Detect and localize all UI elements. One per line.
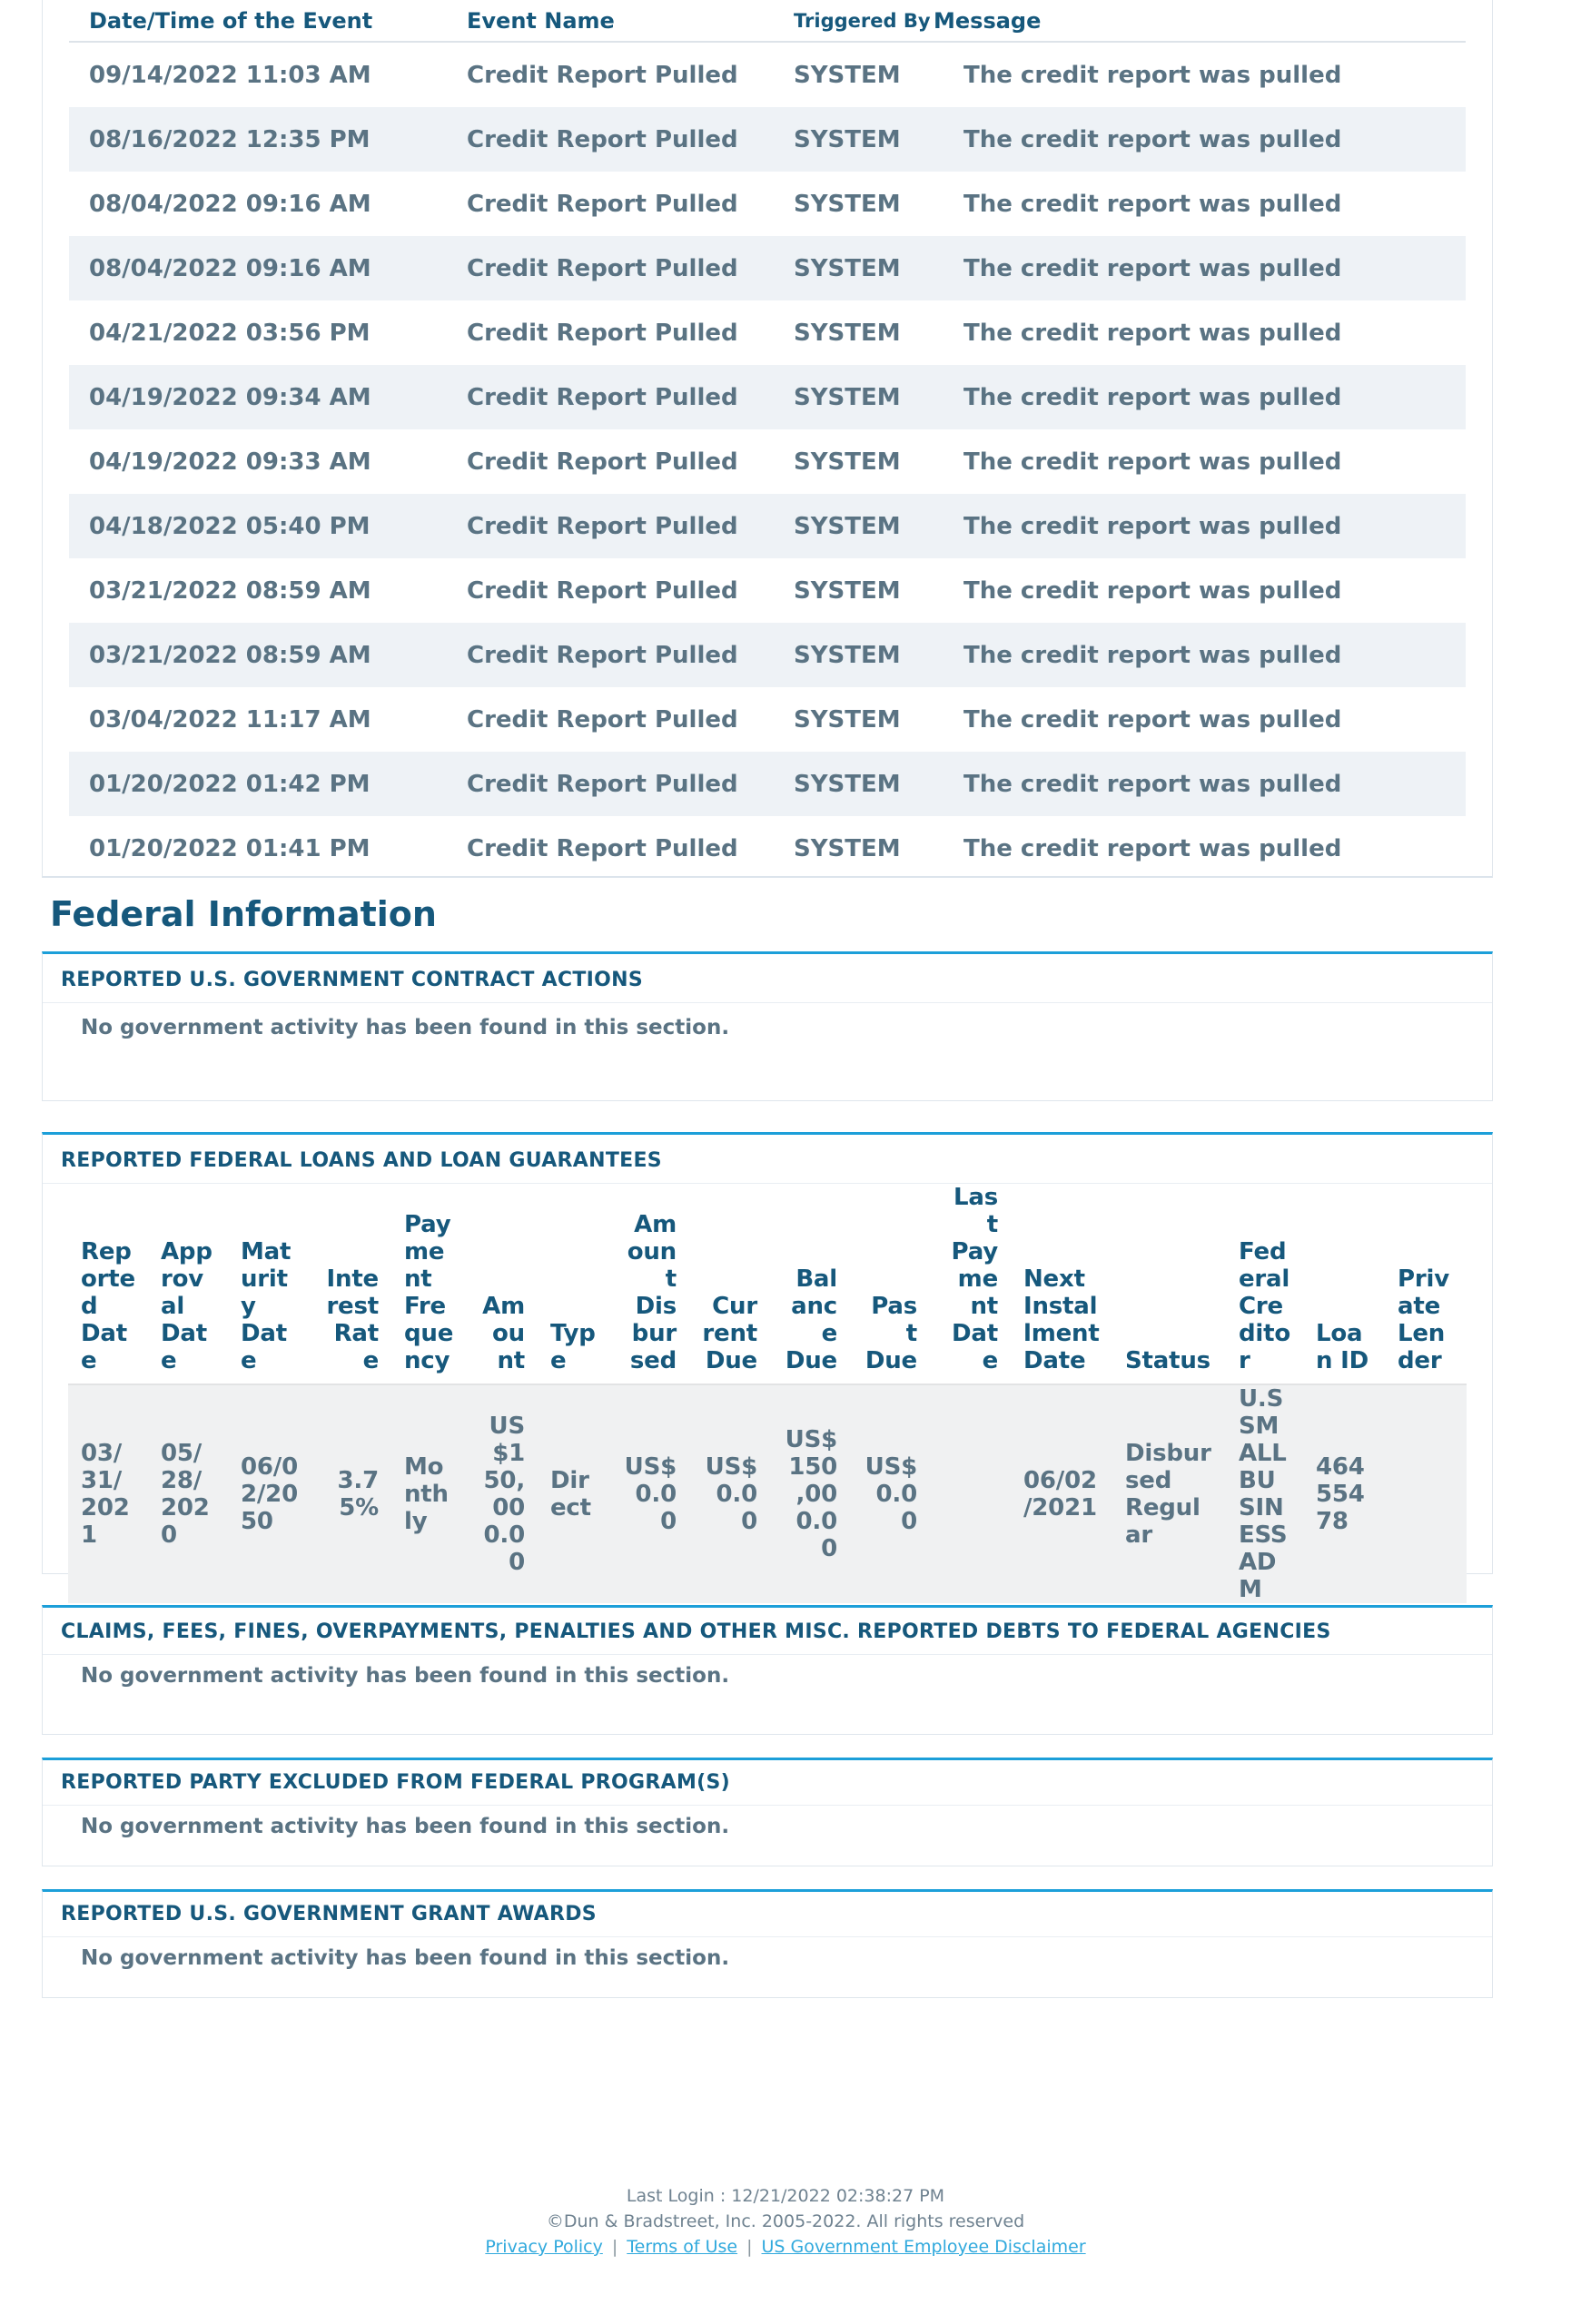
loans-cell: 06/02/2050 (228, 1384, 313, 1603)
loans-column-header: Past Due (850, 1184, 930, 1384)
loans-cell: US$0.00 (689, 1384, 770, 1603)
event-cell: SYSTEM (794, 61, 901, 89)
event-cell: The credit report was pulled (934, 365, 1466, 429)
column-header-triggered-by: Triggered By (794, 0, 934, 42)
loans-column-header: Reported Date (68, 1184, 148, 1384)
loans-column-header: Current Due (689, 1184, 770, 1384)
event-cell: SYSTEM (794, 319, 901, 347)
event-row (69, 300, 1466, 365)
excluded-party-panel (42, 1758, 1493, 1866)
event-cell: 04/18/2022 05:40 PM (69, 494, 467, 558)
event-cell: SYSTEM (794, 834, 901, 862)
grant-awards-empty-message: No government activity has been found in this section. (81, 1946, 730, 1970)
event-cell: Credit Report Pulled (467, 752, 794, 816)
event-cell: SYSTEM (794, 107, 934, 172)
loans-column-header: Next Installment Date (1011, 1184, 1112, 1384)
copyright-text: ©Dun & Bradstreet, Inc. 2005-2022. All rights reserved (546, 2211, 1025, 2231)
event-cell: 01/20/2022 01:41 PM (89, 834, 371, 862)
event-row (69, 494, 1466, 558)
loans-cell: 03/31/2021 (68, 1384, 148, 1603)
event-cell: The credit report was pulled (963, 319, 1342, 347)
last-login-text: Last Login : 12/21/2022 02:38:27 PM (626, 2186, 945, 2206)
event-row (69, 236, 1466, 300)
loans-column-header: Status (1112, 1184, 1226, 1384)
loans-column-header: Loan ID (1303, 1184, 1385, 1384)
loans-cell: US$150,000.00 (468, 1384, 538, 1603)
event-cell: 03/04/2022 11:17 AM (89, 705, 371, 734)
event-history-panel (42, 0, 1493, 878)
event-row (69, 558, 1466, 623)
event-cell: Credit Report Pulled (467, 107, 794, 172)
column-header-datetime: Date/Time of the Event (69, 0, 467, 42)
event-history-table (69, 0, 1466, 881)
event-cell: The credit report was pulled (963, 190, 1342, 218)
event-cell: The credit report was pulled (934, 236, 1466, 300)
loans-cell: U.S SMALL BUSINESS ADM (1226, 1384, 1303, 1603)
event-cell: SYSTEM (794, 576, 901, 605)
loans-cell: 05/28/2020 (148, 1384, 228, 1603)
event-cell: 08/16/2022 12:35 PM (69, 107, 467, 172)
loans-cell: US$150,000.00 (770, 1384, 850, 1603)
event-row (69, 816, 1466, 881)
event-cell: Credit Report Pulled (467, 705, 738, 734)
event-row (69, 752, 1466, 816)
event-row (69, 107, 1466, 172)
event-cell: SYSTEM (794, 752, 934, 816)
column-header-event-name: Event Name (467, 0, 794, 42)
privacy-policy-link[interactable]: Privacy Policy (485, 2237, 603, 2257)
loans-column-header: Amount (468, 1184, 538, 1384)
event-cell: Credit Report Pulled (467, 319, 738, 347)
event-cell: 03/21/2022 08:59 AM (69, 623, 467, 687)
event-cell: SYSTEM (794, 623, 934, 687)
loans-column-header: Type (538, 1184, 610, 1384)
event-cell: Credit Report Pulled (467, 190, 738, 218)
federal-loans-title: REPORTED FEDERAL LOANS AND LOAN GUARANTEES (43, 1135, 1492, 1184)
loans-cell: US$0.00 (850, 1384, 930, 1603)
loans-column-header: Federal Creditor (1226, 1184, 1303, 1384)
event-cell: The credit report was pulled (963, 448, 1342, 476)
event-cell: The credit report was pulled (963, 834, 1342, 862)
event-cell: 04/19/2022 09:33 AM (89, 448, 371, 476)
excluded-party-title: REPORTED PARTY EXCLUDED FROM FEDERAL PROGRAM(S) (43, 1760, 1492, 1806)
loans-cell (930, 1384, 1011, 1603)
event-cell: The credit report was pulled (934, 494, 1466, 558)
federal-information-heading: Federal Information (50, 894, 437, 934)
column-header-message: Message (934, 0, 1466, 42)
event-cell: The credit report was pulled (934, 623, 1466, 687)
loans-cell: 06/02/2021 (1011, 1384, 1112, 1603)
event-cell: SYSTEM (794, 236, 934, 300)
event-cell: SYSTEM (794, 705, 901, 734)
event-cell: SYSTEM (794, 494, 934, 558)
event-cell: The credit report was pulled (963, 576, 1342, 605)
event-cell: 08/04/2022 09:16 AM (69, 236, 467, 300)
contract-actions-panel (42, 951, 1493, 1101)
event-cell: Credit Report Pulled (467, 494, 794, 558)
event-row (69, 623, 1466, 687)
events-table-body (69, 42, 1466, 881)
loans-column-header: Private Lender (1385, 1184, 1467, 1384)
loans-column-header: Interest Rate (313, 1184, 391, 1384)
loans-column-header: Balance Due (770, 1184, 850, 1384)
event-cell: Credit Report Pulled (467, 623, 794, 687)
event-cell: SYSTEM (794, 448, 901, 476)
event-cell: Credit Report Pulled (467, 236, 794, 300)
contract-actions-title: REPORTED U.S. GOVERNMENT CONTRACT ACTIONS (43, 954, 1492, 1003)
event-cell: 04/21/2022 03:56 PM (89, 319, 371, 347)
claims-debts-title: CLAIMS, FEES, FINES, OVERPAYMENTS, PENALTIES AND OTHER MISC. REPORTED DEBTS TO FEDERAL AGENCIES (43, 1608, 1492, 1655)
federal-loans-table (68, 1184, 1467, 1603)
grant-awards-title: REPORTED U.S. GOVERNMENT GRANT AWARDS (43, 1892, 1492, 1937)
footer-links (0, 2235, 1571, 2259)
contract-actions-empty-message: No government activity has been found in this section. (81, 1016, 730, 1039)
claims-debts-panel (42, 1605, 1493, 1735)
loans-column-header: Approval Date (148, 1184, 228, 1384)
event-cell: Credit Report Pulled (467, 448, 738, 476)
footer-separator: | (611, 2237, 618, 2257)
event-row (69, 429, 1466, 494)
event-cell: The credit report was pulled (963, 61, 1342, 89)
excluded-party-empty-message: No government activity has been found in this section. (81, 1815, 730, 1838)
terms-of-use-link[interactable]: Terms of Use (627, 2237, 738, 2257)
event-cell: Credit Report Pulled (467, 576, 738, 605)
event-cell: Credit Report Pulled (467, 834, 738, 862)
event-row (69, 172, 1466, 236)
loans-cell: Disbursed Regular (1112, 1384, 1226, 1603)
loans-cell (1385, 1384, 1467, 1603)
event-cell: 01/20/2022 01:42 PM (69, 752, 467, 816)
event-cell: The credit report was pulled (934, 752, 1466, 816)
loans-header-row (68, 1184, 1467, 1384)
event-row (69, 687, 1466, 752)
event-cell: 08/04/2022 09:16 AM (89, 190, 371, 218)
loans-cell: US$0.00 (610, 1384, 689, 1603)
event-cell: The credit report was pulled (963, 705, 1342, 734)
event-cell: SYSTEM (794, 365, 934, 429)
event-row (69, 365, 1466, 429)
event-cell: Credit Report Pulled (467, 61, 738, 89)
loans-column-header: Payment Frequency (391, 1184, 468, 1384)
federal-loans-table-wrap (43, 1184, 1492, 1603)
event-cell: SYSTEM (794, 190, 901, 218)
loans-column-header: Last Payment Date (930, 1184, 1011, 1384)
loans-cell: Monthly (391, 1384, 468, 1603)
loans-column-header: Maturity Date (228, 1184, 313, 1384)
loans-cell: 3.75% (313, 1384, 391, 1603)
event-cell: Credit Report Pulled (467, 365, 794, 429)
event-table-header-row (69, 0, 1466, 42)
footer-separator: | (746, 2237, 753, 2257)
page-footer (0, 2184, 1571, 2260)
claims-debts-empty-message: No government activity has been found in this section. (81, 1664, 730, 1688)
federal-loans-panel (42, 1132, 1493, 1603)
event-row (69, 42, 1466, 107)
loans-cell: Direct (538, 1384, 610, 1603)
employee-disclaimer-link[interactable]: US Government Employee Disclaimer (761, 2237, 1086, 2257)
loans-column-header: Amount Disbursed (610, 1184, 689, 1384)
grant-awards-panel (42, 1889, 1493, 1998)
event-cell: 04/19/2022 09:34 AM (69, 365, 467, 429)
loans-cell: 46455478 (1303, 1384, 1385, 1603)
loans-data-row (68, 1384, 1467, 1603)
event-cell: 03/21/2022 08:59 AM (89, 576, 371, 605)
event-cell: 09/14/2022 11:03 AM (89, 61, 371, 89)
event-cell: The credit report was pulled (934, 107, 1466, 172)
